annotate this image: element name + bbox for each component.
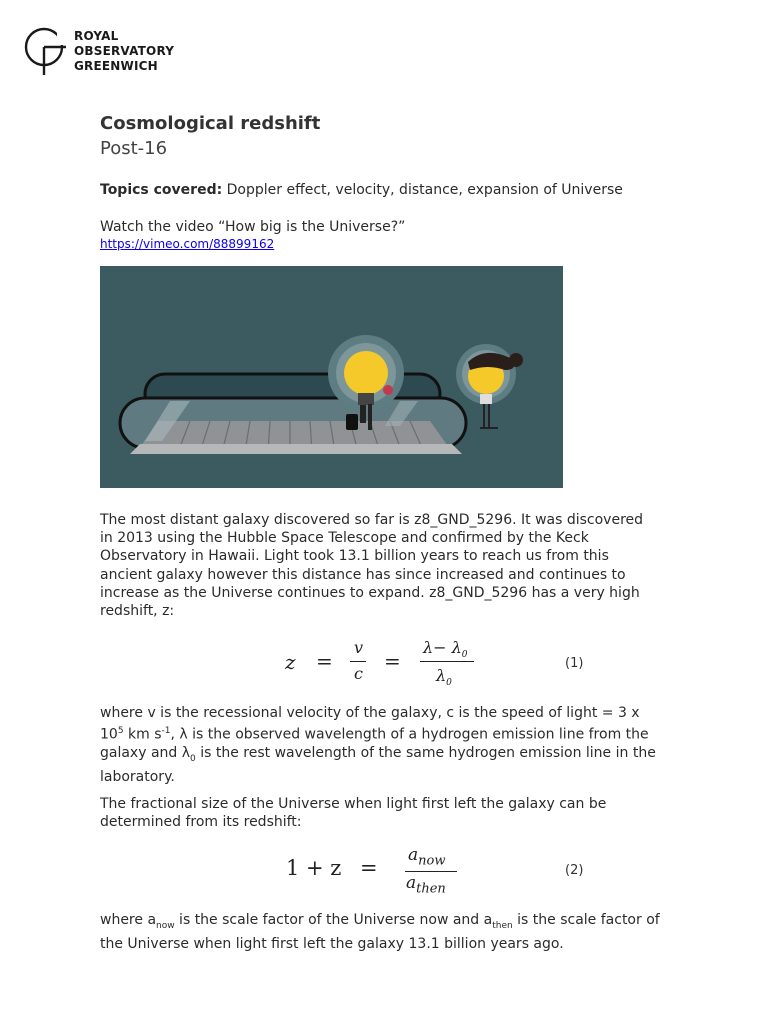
topics-covered bbox=[100, 182, 623, 198]
paragraph-fractional-size: The fractional size of the Universe when light first left the galaxy can be determined from its redshift: bbox=[100, 796, 607, 831]
p4-text-a: where a bbox=[100, 912, 157, 928]
equation-1 bbox=[100, 638, 660, 690]
p2-text-c: , λ is the observed wavelength of a hydrogen emission line from the galaxy and λ bbox=[100, 726, 649, 762]
eq1-den-sub: 0 bbox=[446, 678, 452, 689]
paragraph-scale-factor bbox=[100, 911, 660, 953]
eq2-frac-line bbox=[405, 871, 457, 872]
eq1-frac-line-2 bbox=[420, 661, 474, 662]
rog-logo bbox=[24, 27, 174, 77]
eq2-num bbox=[408, 845, 445, 868]
treadmill-lightbulb-illustration bbox=[100, 266, 563, 488]
eq2-den-sub: then bbox=[416, 881, 446, 897]
p4-sub-now: now bbox=[156, 920, 175, 931]
p2-sup-5: 5 bbox=[117, 726, 124, 737]
p2-text-a: where v is the recessional velocity of the galaxy, c is the speed of light = 3 x 10 bbox=[100, 705, 640, 743]
p4-text-c: is the scale factor of the Universe when light first left the galaxy 13.1 billion years ago. bbox=[100, 912, 660, 952]
paragraph-galaxy: The most distant galaxy discovered so far is z8_GND_5296. It was discovered in 2013 using the Hubble Space Telescope and confirmed by the Keck Observatory in Hawaii. Light took 13.1 billion years to reach us from this ancient galaxy however this distance has since increased and continues to increase as the Universe continues to expand. z8_GND_5296 has a very high redshift, z: bbox=[100, 512, 644, 620]
equation-2 bbox=[100, 845, 660, 899]
eq1-num-v: v bbox=[354, 638, 364, 657]
eq1-frac-line-1 bbox=[350, 661, 366, 662]
logo-line-2: OBSERVATORY bbox=[74, 44, 175, 58]
eq2-den bbox=[406, 873, 446, 896]
eq2-equals: = bbox=[360, 856, 378, 880]
topics-label: Topics covered: bbox=[100, 182, 223, 198]
rog-logo-icon bbox=[24, 27, 68, 77]
video-link[interactable]: https://vimeo.com/88899162 bbox=[100, 237, 275, 251]
p2-text-d: is the rest wavelength of the same hydrogen emission line in the laboratory. bbox=[100, 745, 656, 786]
page-subtitle: Post-16 bbox=[100, 138, 168, 159]
eq1-num-lambda bbox=[423, 638, 468, 660]
eq1-den-lambda bbox=[436, 666, 452, 688]
eq1-z: z bbox=[285, 650, 296, 674]
eq2-number: (2) bbox=[565, 863, 584, 878]
p4-sub-then: then bbox=[492, 920, 513, 931]
eq2-lhs: 1 + z bbox=[286, 856, 342, 880]
eq1-num-lambda-text: λ− λ bbox=[423, 638, 462, 657]
logo-wordmark bbox=[74, 29, 174, 74]
eq2-num-a: a bbox=[408, 845, 419, 865]
topics-text: Doppler effect, velocity, distance, expansion of Universe bbox=[222, 182, 623, 198]
eq1-den-lambda-text: λ bbox=[436, 666, 447, 685]
eq2-den-a: a bbox=[406, 873, 417, 893]
eq1-equals-1: = bbox=[316, 649, 333, 673]
p2-text-b: km s bbox=[123, 726, 162, 743]
paragraph-variables bbox=[100, 704, 660, 786]
video-still-illustration bbox=[100, 266, 563, 488]
p2-sup-minus1: -1 bbox=[161, 726, 171, 737]
video-intro: Watch the video “How big is the Universe?” bbox=[100, 219, 406, 235]
p2-sub-0: 0 bbox=[190, 753, 196, 764]
eq1-num-sub: 0 bbox=[461, 650, 468, 661]
eq1-equals-2: = bbox=[384, 649, 401, 673]
logo-line-3: GREENWICH bbox=[74, 59, 158, 73]
p4-text-b: is the scale factor of the Universe now and a bbox=[174, 912, 493, 928]
eq1-number: (1) bbox=[565, 656, 584, 671]
eq2-num-sub: now bbox=[418, 853, 446, 869]
page-title: Cosmological redshift bbox=[100, 113, 321, 134]
logo-line-1: ROYAL bbox=[74, 29, 119, 43]
eq1-den-c: c bbox=[354, 664, 363, 683]
